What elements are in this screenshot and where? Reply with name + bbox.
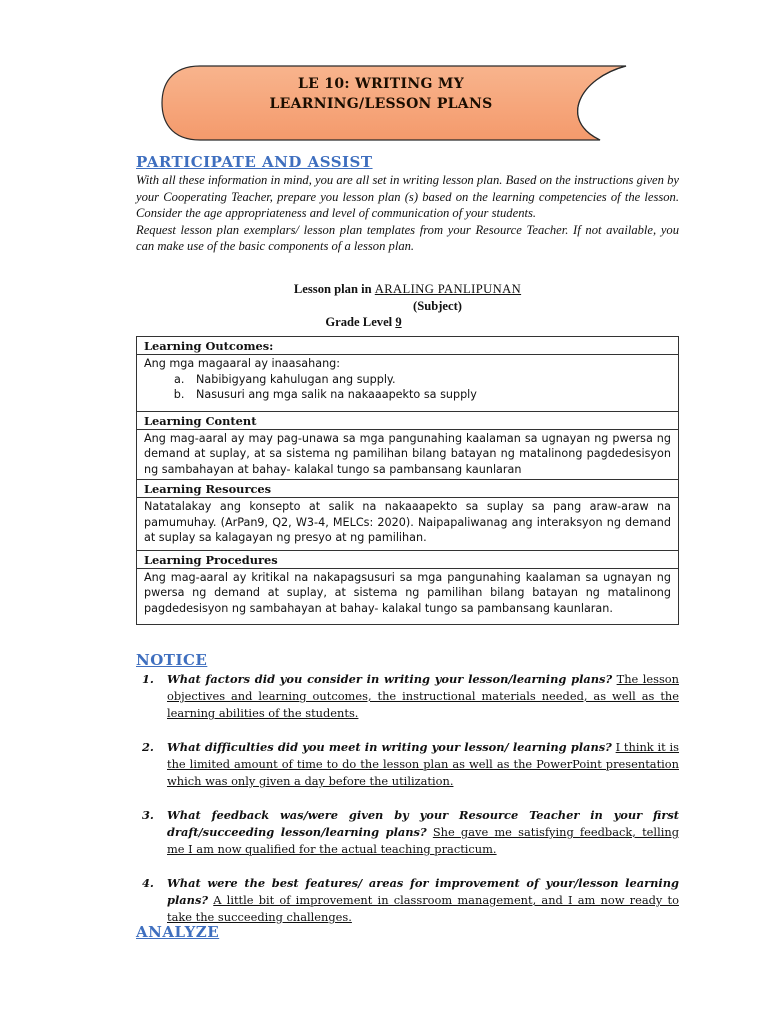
- table-row: [137, 411, 679, 429]
- lesson-plan-header: [136, 281, 679, 331]
- lesson-plan-subject: ARALING PANLIPUNAN: [374, 282, 522, 296]
- learning-outcomes-cell: [137, 355, 679, 412]
- item-number: 1.: [142, 672, 154, 686]
- participate-paragraph-1: With all these information in mind, you are all set in writing lesson plan. Based on the instructions given by your Cooperating Teacher, prepare you lesson plan (s) based on the learning competencies of the lesson. Consider the age appropriateness and level of communication of your students.: [136, 173, 679, 221]
- analyze-heading: ANALYZE: [136, 923, 220, 941]
- notice-answer: I think it is the limited amount of time to do the lesson plan as well as the PowerPoint presentation which was only given a day before the utilization.: [167, 740, 679, 788]
- grade-level-prefix: Grade Level: [325, 315, 396, 329]
- notice-answer: The lesson objectives and learning outcomes, the instructional materials needed, as well as the learning abilities of the students.: [167, 672, 679, 720]
- list-item: [142, 807, 679, 858]
- list-item: a. Nabibigyang kahulugan ang supply.: [188, 372, 671, 388]
- notice-question: What difficulties did you meet in writing your lesson/ learning plans?: [167, 740, 612, 754]
- table-row: [137, 568, 679, 625]
- list-item: [142, 671, 679, 722]
- lesson-plan-subject-line: [136, 281, 679, 298]
- participate-paragraph-2: Request lesson plan exemplars/ lesson plan templates from your Resource Teacher. If not available, you can make use of the basic components of a lesson plan.: [136, 222, 679, 254]
- list-item: [142, 739, 679, 790]
- notice-heading: NOTICE: [136, 651, 208, 669]
- notice-answer: She gave me satisfying feedback, telling me I am now qualified for the actual teaching practicum.: [167, 825, 679, 856]
- item-number: 3.: [142, 808, 154, 822]
- grade-level-value: 9: [395, 315, 402, 329]
- page-title: [236, 74, 526, 114]
- table-row: [137, 550, 679, 568]
- notice-question: What feedback was/were given by your Resource Teacher in your first draft/succeeding lesson/learning plans?: [167, 808, 679, 839]
- list-item: b. Nasusuri ang mga salik na nakaaapekto sa supply: [188, 387, 671, 403]
- notice-answer: A little bit of improvement in classroom management, and I am now ready to take the succeeding challenges.: [167, 893, 679, 924]
- table-row: [137, 498, 679, 551]
- list-item: [142, 875, 679, 926]
- table-row: [137, 355, 679, 412]
- learning-outcomes-intro: Ang mga magaaral ay inaasahang:: [144, 357, 341, 370]
- participate-heading: PARTICIPATE AND ASSIST: [136, 153, 373, 171]
- learning-outcomes-heading: Learning Outcomes:: [137, 337, 679, 355]
- notice-list: [142, 671, 679, 926]
- title-line-2: LEARNING/LESSON PLANS: [269, 96, 493, 112]
- table-row: [137, 337, 679, 355]
- learning-procedures-heading: Learning Procedures: [137, 550, 679, 568]
- item-number: 4.: [142, 876, 154, 890]
- notice-question: What factors did you consider in writing your lesson/learning plans?: [167, 672, 613, 686]
- learning-content-heading: Learning Content: [137, 411, 679, 429]
- title-line-1: LE 10: WRITING MY: [297, 76, 464, 92]
- learning-resources-cell: Natatalakay ang konsepto at salik na nakaaapekto sa suplay sa pang araw-araw na pamumuhay. (ArPan9, Q2, W3-4, MELCs: 2020). Naipapaliwanag ang interaksyon ng demand at suplay sa kalagayan ng presyo at ng pamilihan.: [137, 498, 679, 551]
- learning-resources-heading: Learning Resources: [137, 480, 679, 498]
- learning-procedures-cell: Ang mag-aaral ay kritikal na nakapagsusuri sa mga pangunahing kaalaman sa ugnayan ng pwersa ng demand at suplay, at sistema ng pamilihan bilang batayan ng matalinong pagdedesisyon ng sambahayan at bahay- kalakal tungo sa pambansang kaunlaran.: [137, 568, 679, 625]
- learning-outcomes-list: [144, 372, 671, 403]
- table-row: [137, 429, 679, 480]
- learning-content-cell: Ang mag-aaral ay may pag-unawa sa mga pangunahing kaalaman sa ugnayan ng pwersa ng demand at suplay, at sa sistema ng pamilihan bilang batayan ng matalinong pagdedesisyon ng sambahayan at bahay- kalakal tungo sa pambansang kaunlaran: [137, 429, 679, 480]
- subject-label: (Subject): [413, 298, 462, 313]
- table-row: [137, 480, 679, 498]
- grade-level-line: [136, 314, 679, 331]
- lesson-plan-prefix: Lesson plan in: [293, 282, 375, 296]
- lesson-plan-table: [136, 336, 679, 625]
- notice-question: What were the best features/ areas for improvement of your/lesson learning plans?: [167, 876, 679, 907]
- participate-body: [136, 172, 679, 255]
- item-number: 2.: [142, 740, 154, 754]
